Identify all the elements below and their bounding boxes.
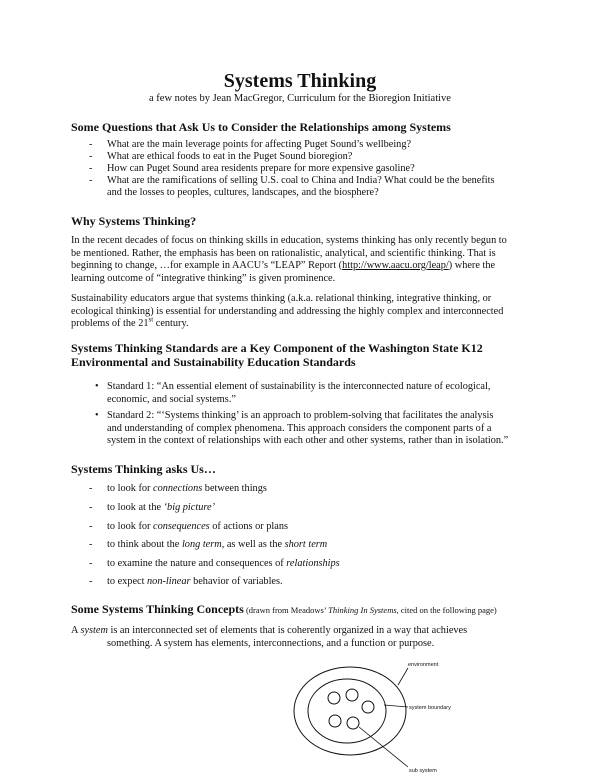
system-boundary-ellipse: [308, 679, 386, 743]
dash-marker: -: [89, 558, 93, 569]
text-span: century.: [153, 318, 189, 329]
asks-item: [107, 539, 547, 552]
emphasis: ‘big picture’: [163, 502, 215, 513]
text-line: be mentioned. Rather, the emphasis has been on rationalistic, analytical, and scientific thinking. That is: [71, 247, 496, 259]
text-line: [71, 625, 467, 636]
dash-marker: -: [89, 539, 93, 550]
system-diagram: [280, 655, 420, 776]
page-title: Systems Thinking: [223, 70, 377, 92]
text-span: between things: [202, 483, 267, 494]
text-span: ) where the: [448, 260, 496, 271]
standard-2: [107, 410, 547, 448]
superscript: st: [148, 315, 154, 324]
text-line: and understanding of complex phenomena. This approach considers the component parts of a: [107, 422, 492, 434]
emphasis: long term: [181, 539, 222, 550]
asks-item: [107, 576, 547, 589]
question-item: What are the main leverage points for affecting Puget Sound’s wellbeing?: [107, 139, 412, 150]
boundary-label: system boundary: [409, 705, 451, 711]
dash-marker: -: [89, 175, 93, 186]
text-span: to look at the: [107, 502, 164, 513]
text-line: [71, 260, 541, 273]
concepts-heading-line: [71, 602, 571, 617]
emphasis: non-linear: [147, 576, 191, 587]
dash-marker: -: [89, 483, 93, 494]
question-item: What are the ramifications of selling U.S. coal to China and India? What could be the benefits: [107, 175, 495, 186]
dash-marker: -: [89, 502, 93, 513]
concepts-note: [244, 605, 497, 615]
text-span: behavior of variables.: [190, 576, 283, 587]
text-line: [71, 315, 541, 331]
asks-item: [107, 558, 547, 571]
emphasis: short term: [284, 539, 328, 550]
why-heading: Why Systems Thinking?: [71, 214, 197, 228]
emphasis: system: [80, 625, 108, 636]
standards-heading-line-1: Systems Thinking Standards are a Key Component of the Washington State K12: [71, 341, 483, 355]
question-item-continued: and the losses to peoples, cultures, landscapes, and the biosphere?: [107, 187, 379, 198]
subsystem-circle: [347, 717, 359, 729]
text-span: (drawn from Meadows’: [243, 605, 329, 615]
text-line: Sustainability educators argue that systems thinking (a.k.a. relational thinking, integrative thinking, or: [71, 293, 492, 304]
emphasis: connections: [153, 483, 203, 494]
text-span: beginning to change, …for example in AACU’s “LEAP” Report (: [71, 260, 343, 271]
text-line: economic, and social systems.”: [107, 393, 236, 405]
leap-report-link[interactable]: http://www.aacu.org/leap/: [342, 260, 449, 271]
environment-label: environment: [408, 662, 439, 668]
system-definition: [71, 625, 541, 650]
subsystem-circle: [346, 689, 358, 701]
dash-marker: -: [89, 151, 93, 162]
emphasis: relationships: [286, 558, 340, 569]
text-span: problems of the 21: [71, 318, 149, 329]
text-line: Standard 2: “‘Systems thinking’ is an approach to problem-solving that facilitates the analysis: [107, 410, 494, 421]
text-span: , cited on the following page): [396, 605, 497, 615]
text-line: Standard 1: “An essential element of sustainability is the interconnected nature of ecological,: [107, 381, 491, 392]
text-span: to expect: [107, 576, 148, 587]
text-span: is an interconnected set of elements that is coherently organized in a way that achieves: [107, 625, 468, 636]
why-paragraph-2: [71, 293, 541, 331]
text-span: A: [71, 625, 81, 636]
question-item: What are ethical foods to eat in the Puget Sound bioregion?: [107, 151, 353, 162]
bullet-marker: •: [95, 410, 99, 421]
text-line: In the recent decades of focus on thinking skills in education, systems thinking has only recently begun to: [71, 235, 507, 246]
subsystem-circle: [362, 701, 374, 713]
text-line: system in the context of relationships with each other and other systems, rather than in isolation.”: [107, 435, 509, 446]
text-span: to think about the: [107, 539, 182, 550]
environment-ellipse: [294, 667, 406, 755]
dash-marker: -: [89, 521, 93, 532]
text-line: something. A system has elements, interconnections, and a function or purpose.: [107, 637, 435, 649]
questions-heading: Some Questions that Ask Us to Consider the Relationships among Systems: [71, 120, 451, 134]
dash-marker: -: [89, 163, 93, 174]
bullet-marker: •: [95, 381, 99, 392]
text-span: of actions or plans: [209, 521, 289, 532]
emphasis: Thinking In Systems: [328, 605, 397, 615]
why-paragraph-1: [71, 235, 541, 285]
system-diagram-labels: [400, 655, 460, 776]
text-span: to look for: [107, 483, 154, 494]
page-subtitle: a few notes by Jean MacGregor, Curriculum for the Bioregion Initiative: [149, 93, 451, 104]
asks-item: [107, 521, 547, 534]
standard-1: [107, 381, 547, 406]
subsystem-circle: [329, 715, 341, 727]
subsystem-circle: [328, 692, 340, 704]
text-span: to examine the nature and consequences of: [107, 558, 287, 569]
text-span: , as well as the: [221, 539, 285, 550]
text-line: ecological thinking) is essential for understanding and addressing the highly complex and interconnected: [71, 305, 504, 317]
concepts-heading: Some Systems Thinking Concepts: [71, 602, 244, 616]
standards-heading-line-2: Environmental and Sustainability Education Standards: [71, 355, 356, 369]
asks-heading: Systems Thinking asks Us…: [71, 462, 216, 476]
asks-item: [107, 502, 547, 515]
emphasis: consequences: [153, 521, 210, 532]
asks-item: [107, 483, 547, 496]
text-span: to look for: [107, 521, 154, 532]
question-item: How can Puget Sound area residents prepare for more expensive gasoline?: [107, 163, 415, 174]
subsystem-label: sub system: [409, 768, 437, 774]
text-line: learning outcome of “integrative thinking” is given prominence.: [71, 272, 336, 284]
dash-marker: -: [89, 576, 93, 587]
dash-marker: -: [89, 139, 93, 150]
